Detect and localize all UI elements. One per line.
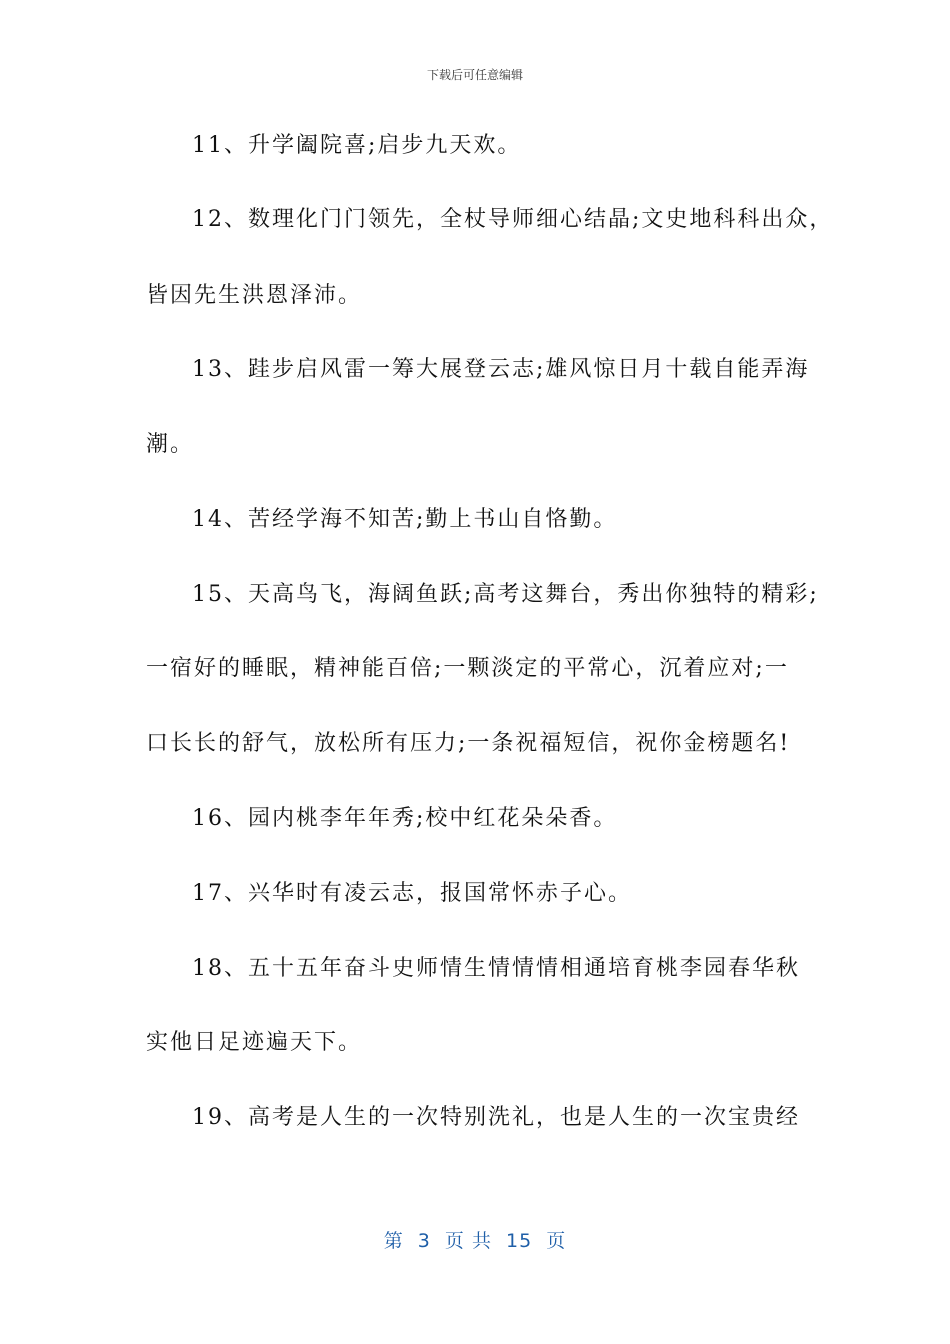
text-line: 皆因先生洪恩泽沛。 <box>146 283 363 308</box>
text-line: 18、五十五年奋斗史师情生情情情相通培育桃李园春华秋 <box>192 956 800 981</box>
text-line: 11、升学阖院喜;启步九天欢。 <box>192 133 522 158</box>
text-line: 潮。 <box>146 432 195 457</box>
page-header-note: 下载后可任意编辑 <box>426 68 523 82</box>
page-number-text: 第 3 页 共 15 页 <box>383 1230 567 1252</box>
text-line: 一宿好的睡眠，精神能百倍;一颗淡定的平常心，沉着应对;一 <box>146 656 789 681</box>
text-line: 16、园内桃李年年秀;校中红花朵朵香。 <box>192 806 618 831</box>
text-line: 12、数理化门门领先，全杖导师细心结晶;文史地科科出众， <box>192 207 834 232</box>
text-line: 15、天高鸟飞，海阔鱼跃;高考这舞台，秀出你独特的精彩; <box>192 582 819 607</box>
text-line: 实他日足迹遍天下。 <box>146 1030 363 1055</box>
text-line: 口长长的舒气，放松所有压力;一条祝福短信，祝你金榜题名! <box>146 731 791 756</box>
text-line: 14、苦经学海不知苦;勤上书山自恪勤。 <box>192 507 618 532</box>
page-number-footer <box>0 1226 950 1253</box>
text-line: 17、兴华时有凌云志，报国常怀赤子心。 <box>192 881 632 906</box>
text-line: 13、跬步启风雷一筹大展登云志;雄风惊日月十载自能弄海 <box>192 357 810 382</box>
text-line: 19、高考是人生的一次特别洗礼，也是人生的一次宝贵经 <box>192 1105 800 1130</box>
